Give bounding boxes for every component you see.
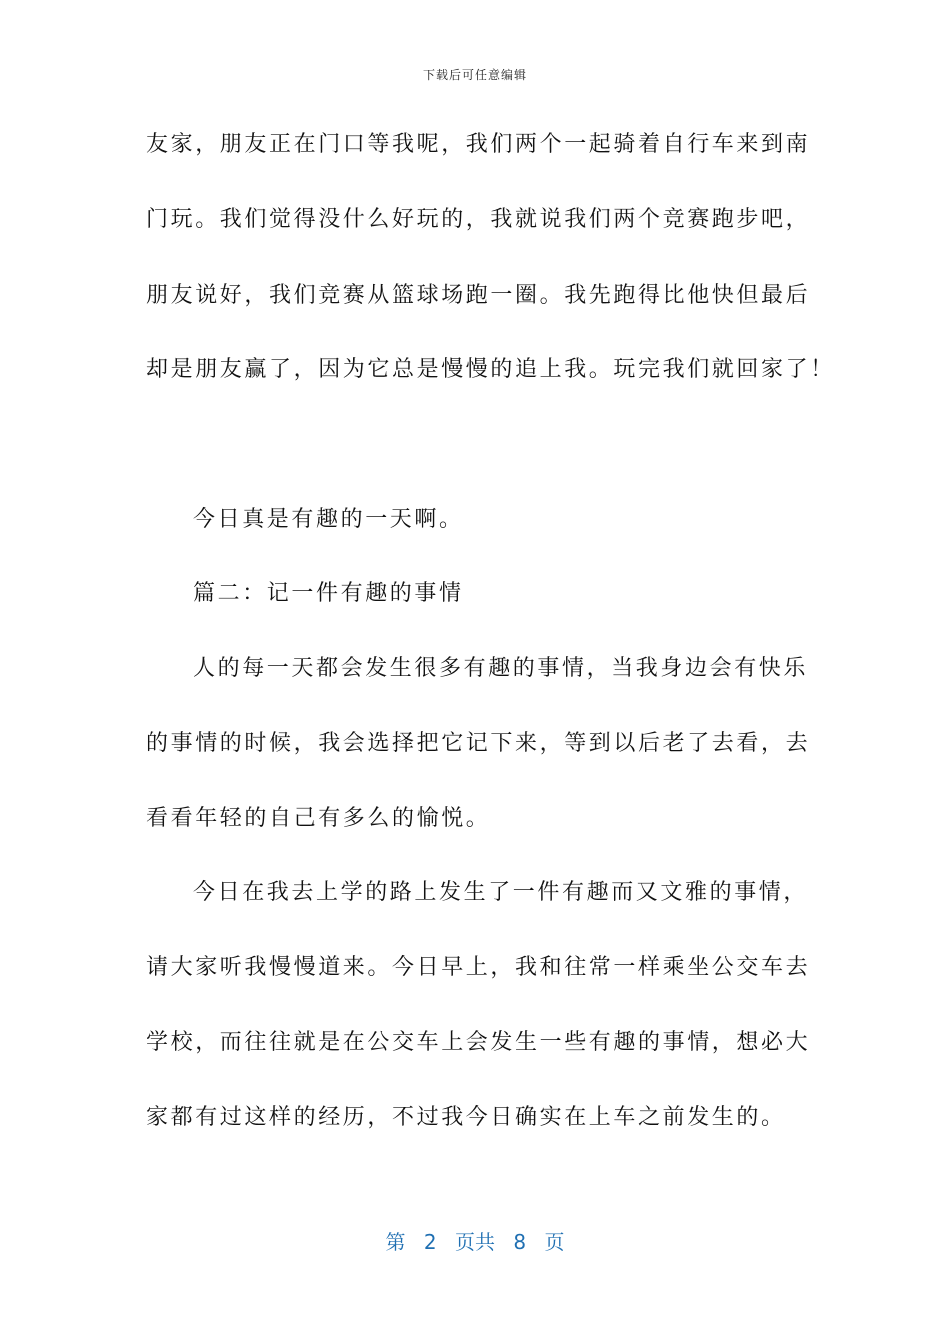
text-line: 人的每一天都会发生很多有趣的事情，当我身边会有快乐: [193, 656, 809, 681]
text-line: 学校，而往往就是在公交车上会发生一些有趣的事情，想必大: [146, 1030, 811, 1055]
page-header-note: 下载后可任意编辑: [422, 68, 527, 82]
footer-page-number: 2: [423, 1230, 437, 1254]
text-line: 看看年轻的自己有多么的愉悦。: [146, 806, 491, 831]
text-line: 门玩。我们觉得没什么好玩的，我就说我们两个竞赛跑步吧，: [146, 207, 811, 232]
text-line: 家都有过这样的经历，不过我今日确实在上车之前发生的。: [146, 1105, 786, 1130]
text-line: 请大家听我慢慢道来。今日早上，我和往常一样乘坐公交车去: [146, 955, 811, 980]
footer-di: 第: [385, 1230, 406, 1254]
text-line: 今日在我去上学的路上发生了一件有趣而又文雅的事情，: [193, 880, 809, 905]
footer-ye-gong: 页共: [455, 1230, 495, 1254]
text-line: 朋友说好，我们竞赛从篮球场跑一圈。我先跑得比他快但最后: [146, 283, 811, 308]
text-line: 友家，朋友正在门口等我呢，我们两个一起骑着自行车来到南: [146, 132, 811, 157]
footer-ye: 页: [544, 1230, 565, 1254]
text-line: 却是朋友赢了，因为它总是慢慢的追上我。玩完我们就回家了！: [146, 357, 835, 382]
page-footer: [0, 1226, 950, 1255]
section-heading: 篇二：记一件有趣的事情: [193, 581, 464, 606]
text-line: 今日真是有趣的一天啊。: [193, 507, 464, 532]
footer-total-pages: 8: [513, 1230, 527, 1254]
text-line: 的事情的时候，我会选择把它记下来，等到以后老了去看，去: [146, 731, 811, 756]
